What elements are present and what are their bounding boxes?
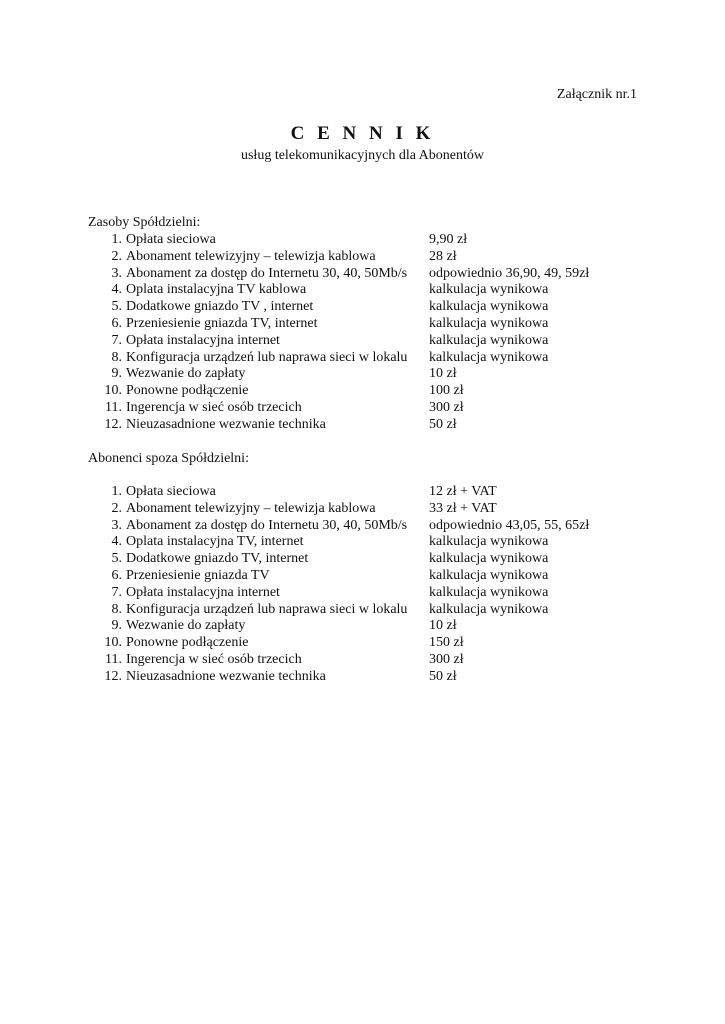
- document-title: C E N N I K: [290, 123, 435, 144]
- item-price: kalkulacja wynikowa: [429, 601, 549, 617]
- item-service-name: Oplata instalacyjna TV, internet: [126, 534, 304, 550]
- list-item: [88, 333, 648, 350]
- item-number: 6.: [111, 567, 122, 583]
- item-number: 5.: [111, 299, 122, 315]
- item-service-name: Opłata sieciowa: [126, 232, 216, 247]
- item-price: kalkulacja wynikowa: [429, 567, 549, 583]
- list-item: [88, 316, 648, 333]
- item-service-name: Przeniesienie gniazda TV: [126, 567, 270, 583]
- item-number: 10.: [104, 383, 122, 399]
- item-service-name: Dodatkowe gniazdo TV , internet: [126, 299, 314, 315]
- list-item: [88, 282, 648, 299]
- item-number: 3.: [111, 517, 122, 533]
- item-service-name: Konfiguracja urządzeń lub naprawa sieci w lokalu: [126, 601, 408, 617]
- price-list-non-members: [88, 484, 648, 686]
- section-heading-members: Zasoby Spółdzielni:: [88, 215, 201, 230]
- item-service-name: Ponowne podłączenie: [126, 383, 249, 399]
- list-item: [88, 551, 648, 568]
- list-item: [88, 249, 648, 266]
- item-price: 100 zł: [429, 383, 464, 399]
- item-service-name: Ingerencja w sieć osób trzecich: [126, 399, 302, 415]
- item-service-name: Abonament za dostęp do Internetu 30, 40, 50Mb/s: [126, 517, 408, 533]
- item-service-name: Abonament telewizyjny – telewizja kablowa: [126, 500, 376, 516]
- item-price: 28 zł: [429, 248, 457, 264]
- list-item: [88, 635, 648, 652]
- item-number: 12.: [104, 668, 122, 684]
- item-price: 50 zł: [429, 668, 457, 684]
- item-service-name: Dodatkowe gniazdo TV, internet: [126, 551, 309, 567]
- item-service-name: Abonament telewizyjny – telewizja kablowa: [126, 248, 376, 264]
- item-price: kalkulacja wynikowa: [429, 332, 549, 348]
- item-service-name: Opłata sieciowa: [126, 484, 216, 499]
- list-item: [88, 232, 648, 249]
- item-number: 8.: [111, 349, 122, 365]
- item-number: 2.: [111, 248, 122, 264]
- item-number: 6.: [111, 315, 122, 331]
- list-item: [88, 299, 648, 316]
- item-price: 10 zł: [429, 366, 457, 382]
- document-subtitle: usług telekomunikacyjnych dla Abonentów: [240, 148, 484, 163]
- item-price: 33 zł + VAT: [429, 500, 497, 516]
- item-number: 7.: [111, 332, 122, 348]
- item-number: 5.: [111, 551, 122, 567]
- item-price: 300 zł: [429, 399, 464, 415]
- item-service-name: Ingerencja w sieć osób trzecich: [126, 651, 302, 667]
- list-item: [88, 501, 648, 518]
- list-item: [88, 669, 648, 686]
- item-number: 1.: [111, 232, 122, 247]
- item-price: kalkulacja wynikowa: [429, 299, 549, 315]
- list-item: [88, 383, 648, 400]
- item-number: 10.: [104, 635, 122, 651]
- item-price: kalkulacja wynikowa: [429, 349, 549, 365]
- item-price: 10 zł: [429, 618, 457, 634]
- item-price: odpowiednio 36,90, 49, 59zł: [429, 265, 590, 281]
- item-price: kalkulacja wynikowa: [429, 551, 549, 567]
- item-service-name: Opłata instalacyjna internet: [126, 332, 280, 348]
- item-service-name: Nieuzasadnione wezwanie technika: [126, 416, 326, 432]
- item-service-name: Opłata instalacyjna internet: [126, 584, 280, 600]
- item-price: 50 zł: [429, 416, 457, 432]
- item-number: 4.: [111, 534, 122, 550]
- section-heading-non-members: Abonenci spoza Spółdzielni:: [88, 451, 249, 466]
- item-service-name: Ponowne podłączenie: [126, 635, 249, 651]
- item-price: 9,90 zł: [429, 232, 468, 247]
- item-number: 11.: [105, 399, 122, 415]
- list-item: [88, 417, 648, 434]
- item-number: 11.: [105, 651, 122, 667]
- item-service-name: Przeniesienie gniazda TV, internet: [126, 315, 318, 331]
- list-item: [88, 568, 648, 585]
- list-item: [88, 400, 648, 417]
- list-item: [88, 350, 648, 367]
- item-number: 4.: [111, 282, 122, 298]
- item-number: 8.: [111, 601, 122, 617]
- item-number: 2.: [111, 500, 122, 516]
- item-number: 1.: [111, 484, 122, 499]
- list-item: [88, 585, 648, 602]
- item-number: 7.: [111, 584, 122, 600]
- list-item: [88, 602, 648, 619]
- attachment-label: Załącznik nr.1: [556, 87, 637, 102]
- item-price: kalkulacja wynikowa: [429, 534, 549, 550]
- item-service-name: Abonament za dostęp do Internetu 30, 40, 50Mb/s: [126, 265, 408, 281]
- item-number: 3.: [111, 265, 122, 281]
- list-item: [88, 518, 648, 535]
- item-price: kalkulacja wynikowa: [429, 315, 549, 331]
- item-service-name: Konfiguracja urządzeń lub naprawa sieci w lokalu: [126, 349, 408, 365]
- list-item: [88, 652, 648, 669]
- item-price: 12 zł + VAT: [429, 484, 497, 499]
- list-item: [88, 484, 648, 501]
- item-service-name: Wezwanie do zapłaty: [126, 366, 246, 382]
- item-service-name: Nieuzasadnione wezwanie technika: [126, 668, 326, 684]
- item-number: 12.: [104, 416, 122, 432]
- list-item: [88, 534, 648, 551]
- item-price: 300 zł: [429, 651, 464, 667]
- list-item: [88, 366, 648, 383]
- item-price: kalkulacja wynikowa: [429, 282, 549, 298]
- item-price: 150 zł: [429, 635, 464, 651]
- item-service-name: Oplata instalacyjna TV kablowa: [126, 282, 307, 298]
- item-price: kalkulacja wynikowa: [429, 584, 549, 600]
- item-number: 9.: [111, 618, 122, 634]
- list-item: [88, 618, 648, 635]
- price-list-members: [88, 232, 648, 434]
- item-number: 9.: [111, 366, 122, 382]
- item-service-name: Wezwanie do zapłaty: [126, 618, 246, 634]
- item-price: odpowiednio 43,05, 55, 65zł: [429, 517, 590, 533]
- list-item: [88, 266, 648, 283]
